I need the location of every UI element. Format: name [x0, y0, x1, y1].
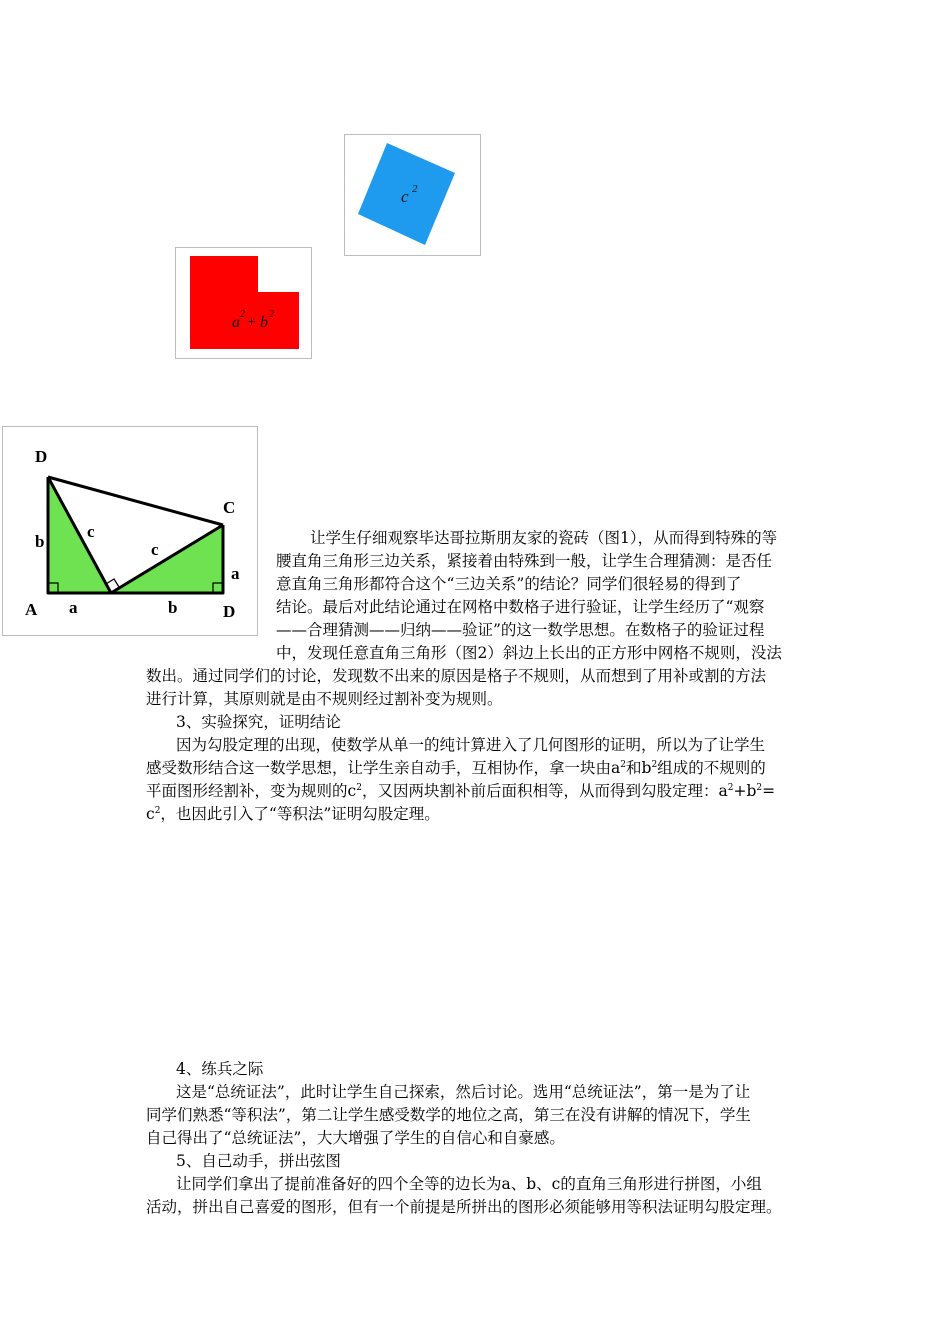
section-4-line-3: 自己得出了“总统证法”，大大增强了学生的自信心和自豪感。 — [146, 1129, 565, 1147]
paragraph-1-line-8: 进行计算，其原则就是由不规则经过割补变为规则。 — [146, 690, 503, 708]
section-3-line-4-end: ，也因此引入了“等积法”证明勾股定理。 — [160, 805, 440, 823]
section-4-heading: 4、练兵之际 — [176, 1060, 264, 1078]
paragraph-1-line-7: 数出。通过同学们的讨论，发现数不出来的原因是格子不规则，从而想到了用补或割的方法 — [146, 667, 767, 685]
section-3-line-1: 因为勾股定理的出现，使数学从单一的纯计算进入了几何图形的证明，所以为了让学生 — [176, 736, 766, 754]
red-shape-label-b: b — [260, 314, 268, 331]
label-b-bottom: b — [168, 598, 178, 617]
red-shape — [190, 256, 299, 349]
section-5-line-1: 让同学们拿出了提前准备好的四个全等的边长为a、b、c的直角三角形进行拼图，小组 — [176, 1175, 762, 1193]
figure-triangle-diagram — [2, 426, 258, 636]
section-3-c-exp: 2 — [356, 782, 362, 793]
figure-blue-square — [344, 134, 481, 256]
section-3-line-4 — [146, 803, 440, 826]
section-3-and: 和 — [626, 759, 642, 777]
section-3-line-3-mid: ，又因两块割补前后面积相等，从而得到勾股定理： — [361, 782, 719, 800]
paragraph-1-line-4: 结论。最后对此结论通过在网格中数格子进行验证，让学生经历了“观察 — [276, 598, 765, 616]
label-c-left: c — [87, 522, 95, 541]
section-3-a-exp: 2 — [620, 759, 626, 770]
section-3-b-exp: 2 — [651, 759, 658, 770]
paragraph-1-line-6: 中，发现任意直角三角形（图2）斜边上长出的正方形中网格不规则，没法 — [276, 644, 782, 662]
red-shape-label-plus: + — [247, 314, 257, 331]
label-b-left: b — [35, 532, 45, 551]
section-3-heading: 3、实验探究，证明结论 — [176, 713, 341, 731]
section-3-formula-b-exp: 2 — [756, 782, 763, 793]
section-3-line-3 — [146, 780, 775, 803]
blue-square-label-exp: 2 — [412, 183, 418, 195]
section-3-line-2-end: 组成的不规则的 — [657, 759, 766, 777]
label-D-top: D — [35, 447, 48, 466]
section-3-line-3-start: 平面图形经割补，变为规则的 — [146, 782, 348, 800]
label-A: A — [25, 600, 38, 619]
paragraph-1-line-5: ——合理猜测——归纳——验证”的这一数学思想。在数格子的验证过程 — [276, 621, 765, 639]
blue-square-label: c — [401, 187, 409, 206]
label-a-right: a — [231, 564, 240, 583]
section-5-line-2: 活动，拼出自己喜爱的图形，但有一个前提是所拼出的图形必须能够用等积法证明勾股定理。 — [146, 1198, 782, 1216]
red-shape-label-a: a — [232, 314, 240, 331]
paragraph-1-line-1: 让学生仔细观察毕达哥拉斯朋友家的瓷砖（图1），从而得到特殊的等 — [310, 529, 778, 547]
section-3-b: b — [641, 759, 652, 777]
label-C: C — [223, 498, 236, 517]
red-shape-graphic — [176, 248, 311, 358]
section-3-formula-plus: + — [733, 782, 747, 800]
section-3-formula-c: c — [146, 805, 155, 823]
red-shape-label-exp2: 2 — [269, 309, 274, 320]
figure-red-shape — [175, 247, 312, 359]
paragraph-1-line-2: 腰直角三角形三边关系，紧接着由特殊到一般，让学生合理猜测：是否任 — [276, 552, 773, 570]
blue-square-graphic — [345, 135, 480, 255]
label-a-bottom: a — [69, 598, 78, 617]
label-c-mid: c — [151, 540, 159, 559]
section-5-heading: 5、自己动手，拼出弦图 — [176, 1152, 341, 1170]
paragraph-1-line-3: 意直角三角形都符合这个“三边关系”的结论？同学们很轻易的得到了 — [276, 575, 742, 593]
section-3-formula-a: a — [718, 782, 728, 800]
label-D-bottom: D — [223, 602, 236, 621]
red-shape-label-exp1: 2 — [240, 309, 245, 320]
section-3-line-2 — [146, 757, 766, 780]
section-3-formula-b: b — [746, 782, 757, 800]
section-3-a: a — [611, 759, 621, 777]
section-3-formula-c-exp: 2 — [154, 805, 161, 816]
section-4-line-2: 同学们熟悉“等积法”，第二让学生感受数学的地位之高，第三在没有讲解的情况下，学生 — [146, 1106, 751, 1124]
section-4-line-1: 这是“总统证法”，此时让学生自己探索，然后讨论。选用“总统证法”，第一是为了让 — [176, 1083, 751, 1101]
section-3-c: c — [347, 782, 357, 800]
section-3-formula-equals: = — [762, 782, 776, 800]
triangle-graphic — [3, 427, 257, 635]
section-3-formula-a-exp: 2 — [727, 782, 734, 793]
section-3-line-2-text: 感受数形结合这一数学思想，让学生亲自动手，互相协作，拿一块由 — [146, 759, 612, 777]
